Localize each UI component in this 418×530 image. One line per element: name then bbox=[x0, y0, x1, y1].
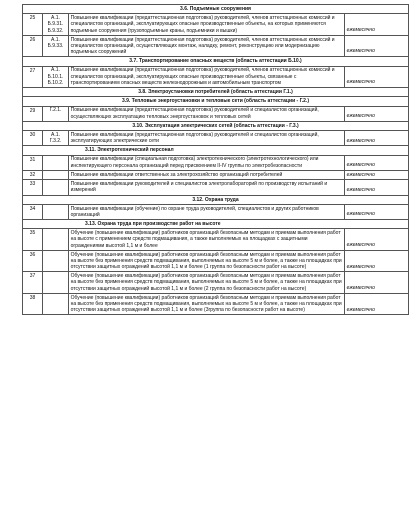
program-description: Обучение (повышение квалификации) работников организаций безопасным методам и приемам выполнения работ на высоте без применения средств подмащивания, выполняемых на высоте 5 м и более, а также на площадках при отсутствии защитных ограждений высотой 1,1 м и более (2 группа по безопасности работ на высоте) bbox=[69, 272, 345, 293]
program-description: Обучение (повышение квалификации) работников организаций безопасным методам и приемам выполнения работ на высоте без применения средств подмащивания, выполняемых на высоте 5 м и более, а также на площадках при отсутствии защитных ограждений высотой 1,1 м и более (3группа по безопасности работ на высоте) bbox=[69, 293, 345, 314]
section-header-row bbox=[23, 97, 409, 106]
schedule-period: ежемесячно bbox=[345, 229, 409, 250]
table-row bbox=[23, 229, 409, 250]
section-title: 3.13. Охрана труда при производстве работ на высоте bbox=[23, 220, 409, 229]
section-title: 3.7. Транспортирование опасных веществ (область аттестации Б.10.) bbox=[23, 57, 409, 66]
attestation-codes bbox=[43, 272, 69, 293]
schedule-period: ежемесячно bbox=[345, 106, 409, 121]
table-row bbox=[23, 35, 409, 56]
attestation-code: Б.9.31. bbox=[47, 21, 64, 28]
program-table-body bbox=[23, 5, 409, 315]
attestation-code: А.1. bbox=[51, 36, 60, 43]
table-row bbox=[23, 293, 409, 314]
schedule-period: ежемесячно bbox=[345, 14, 409, 35]
attestation-codes bbox=[43, 106, 69, 121]
attestation-codes bbox=[43, 35, 69, 56]
attestation-code: Б.10.2. bbox=[47, 79, 64, 86]
attestation-code: А.1. bbox=[51, 15, 60, 22]
row-number: 27 bbox=[23, 66, 43, 87]
program-description: Повышение квалификации (предаттестационная подготовка) руководителей, членов аттестационных комиссий и специалистов организаций, эксплуатирующих опасные производственные объекты, связанные с транспортированием опасных веществ железнодорожным и автомобильным транспортом bbox=[69, 66, 345, 87]
attestation-code: Б.9.32. bbox=[47, 27, 64, 34]
program-description: Обучение (повышение квалификации) работников организаций безопасным методам и приемам выполнения работ на высоте без применения средств подмащивания, выполняемых на высоте 5 м и более, а также на площадках при отсутствии защитных ограждений высотой 1,1 м и более (1 группа по безопасности работ на высоте) bbox=[69, 250, 345, 271]
schedule-period: ежемесячно bbox=[345, 35, 409, 56]
row-number: 38 bbox=[23, 293, 43, 314]
row-number: 37 bbox=[23, 272, 43, 293]
schedule-period: ежемесячно bbox=[345, 66, 409, 87]
section-title: 3.6. Подъемные сооружения bbox=[23, 5, 409, 14]
schedule-period: ежемесячно bbox=[345, 155, 409, 170]
attestation-code: А.1. bbox=[51, 131, 60, 138]
attestation-code: Б.9.33. bbox=[47, 42, 64, 49]
section-header-row bbox=[23, 88, 409, 97]
table-row bbox=[23, 14, 409, 35]
table-row bbox=[23, 250, 409, 271]
attestation-code: Б.10.1. bbox=[47, 73, 64, 80]
section-title: 3.12. Охрана труда bbox=[23, 195, 409, 204]
schedule-period: ежемесячно bbox=[345, 131, 409, 146]
attestation-codes bbox=[43, 131, 69, 146]
program-description: Повышение квалификации руководителей и специалистов электролабораторий по производству испытаний и измерений bbox=[69, 180, 345, 195]
table-row bbox=[23, 204, 409, 219]
table-row bbox=[23, 106, 409, 121]
program-description: Повышение квалификации (специальная подготовка) электротехнического (электротехнологического) или инспектирующего персонала организаций перед присвоением II-IV группы по электробезопасности bbox=[69, 155, 345, 170]
program-description: Повышение квалификации (предаттестационная подготовка) руководителей и специалистов организаций, эксплуатирующих электрические сети bbox=[69, 131, 345, 146]
row-number: 25 bbox=[23, 14, 43, 35]
schedule-period: ежемесячно bbox=[345, 250, 409, 271]
section-title: 3.8. Электроустановки потребителей (область аттестации Г.1.) bbox=[23, 88, 409, 97]
table-row bbox=[23, 272, 409, 293]
row-number: 36 bbox=[23, 250, 43, 271]
attestation-codes bbox=[43, 180, 69, 195]
section-title: 3.11. Электротехнический персонал bbox=[23, 146, 409, 155]
section-title: 3.9. Тепловые энергоустановки и тепловые сети (область аттестации - Г.2.) bbox=[23, 97, 409, 106]
row-number: 30 bbox=[23, 131, 43, 146]
schedule-period: ежемесячно bbox=[345, 204, 409, 219]
attestation-codes bbox=[43, 155, 69, 170]
program-description: Повышение квалификации (предаттестационная подготовка) руководителей, членов аттестационных комиссий и специалистов организаций, осуществляющих монтаж, наладку, ремонт, реконструкцию или модернизацию подъемных сооружений bbox=[69, 35, 345, 56]
row-number: 34 bbox=[23, 204, 43, 219]
attestation-code: А.1. bbox=[51, 67, 60, 74]
table-row bbox=[23, 180, 409, 195]
program-description: Повышение квалификации (предаттестационная подготовка) руководителей, членов аттестационных комиссий и специалистов организаций, эксплуатирующих опасные производственные объекты, на которых применяются подъемные сооружения (грузоподъемные краны, подъемники и вышки) bbox=[69, 14, 345, 35]
section-header-row bbox=[23, 5, 409, 14]
row-number: 35 bbox=[23, 229, 43, 250]
attestation-codes bbox=[43, 293, 69, 314]
table-row bbox=[23, 155, 409, 170]
row-number: 26 bbox=[23, 35, 43, 56]
table-row bbox=[23, 66, 409, 87]
schedule-period: ежемесячно bbox=[345, 170, 409, 180]
row-number: 29 bbox=[23, 106, 43, 121]
program-description: Повышение квалификации (предаттестационная подготовка) руководителей и специалистов организаций, осуществляющих эксплуатацию тепловых энергоустановок и тепловых сетей bbox=[69, 106, 345, 121]
table-row bbox=[23, 131, 409, 146]
section-header-row bbox=[23, 195, 409, 204]
attestation-codes bbox=[43, 229, 69, 250]
section-header-row bbox=[23, 220, 409, 229]
schedule-period: ежемесячно bbox=[345, 293, 409, 314]
document-page bbox=[22, 4, 408, 315]
section-header-row bbox=[23, 57, 409, 66]
attestation-code: Г.3.2. bbox=[49, 138, 62, 145]
schedule-period: ежемесячно bbox=[345, 180, 409, 195]
program-table bbox=[22, 4, 409, 315]
program-description: Повышение квалификации (обучение) по охране труда руководителей, специалистов и других работников организаций bbox=[69, 204, 345, 219]
section-header-row bbox=[23, 146, 409, 155]
section-header-row bbox=[23, 121, 409, 130]
program-description: Обучение (повышение квалификации) работников организаций безопасным методам и приемам выполнения работ на высоте с применением средств подмащивания, а также выполняемых на площадках с защитными ограждениями высотой 1,1 м и более bbox=[69, 229, 345, 250]
attestation-codes bbox=[43, 250, 69, 271]
attestation-codes bbox=[43, 14, 69, 35]
attestation-codes bbox=[43, 170, 69, 180]
row-number: 33 bbox=[23, 180, 43, 195]
row-number: 32 bbox=[23, 170, 43, 180]
section-title: 3.10. Эксплуатация электрических сетей (область аттестации - Г.3.) bbox=[23, 121, 409, 130]
attestation-codes bbox=[43, 66, 69, 87]
attestation-codes bbox=[43, 204, 69, 219]
program-description: Повышение квалификации ответственных за электрохозяйство организаций потребителей bbox=[69, 170, 345, 180]
row-number: 31 bbox=[23, 155, 43, 170]
attestation-code: Г.2.1. bbox=[49, 107, 62, 114]
schedule-period: ежемесячно bbox=[345, 272, 409, 293]
table-row bbox=[23, 170, 409, 180]
